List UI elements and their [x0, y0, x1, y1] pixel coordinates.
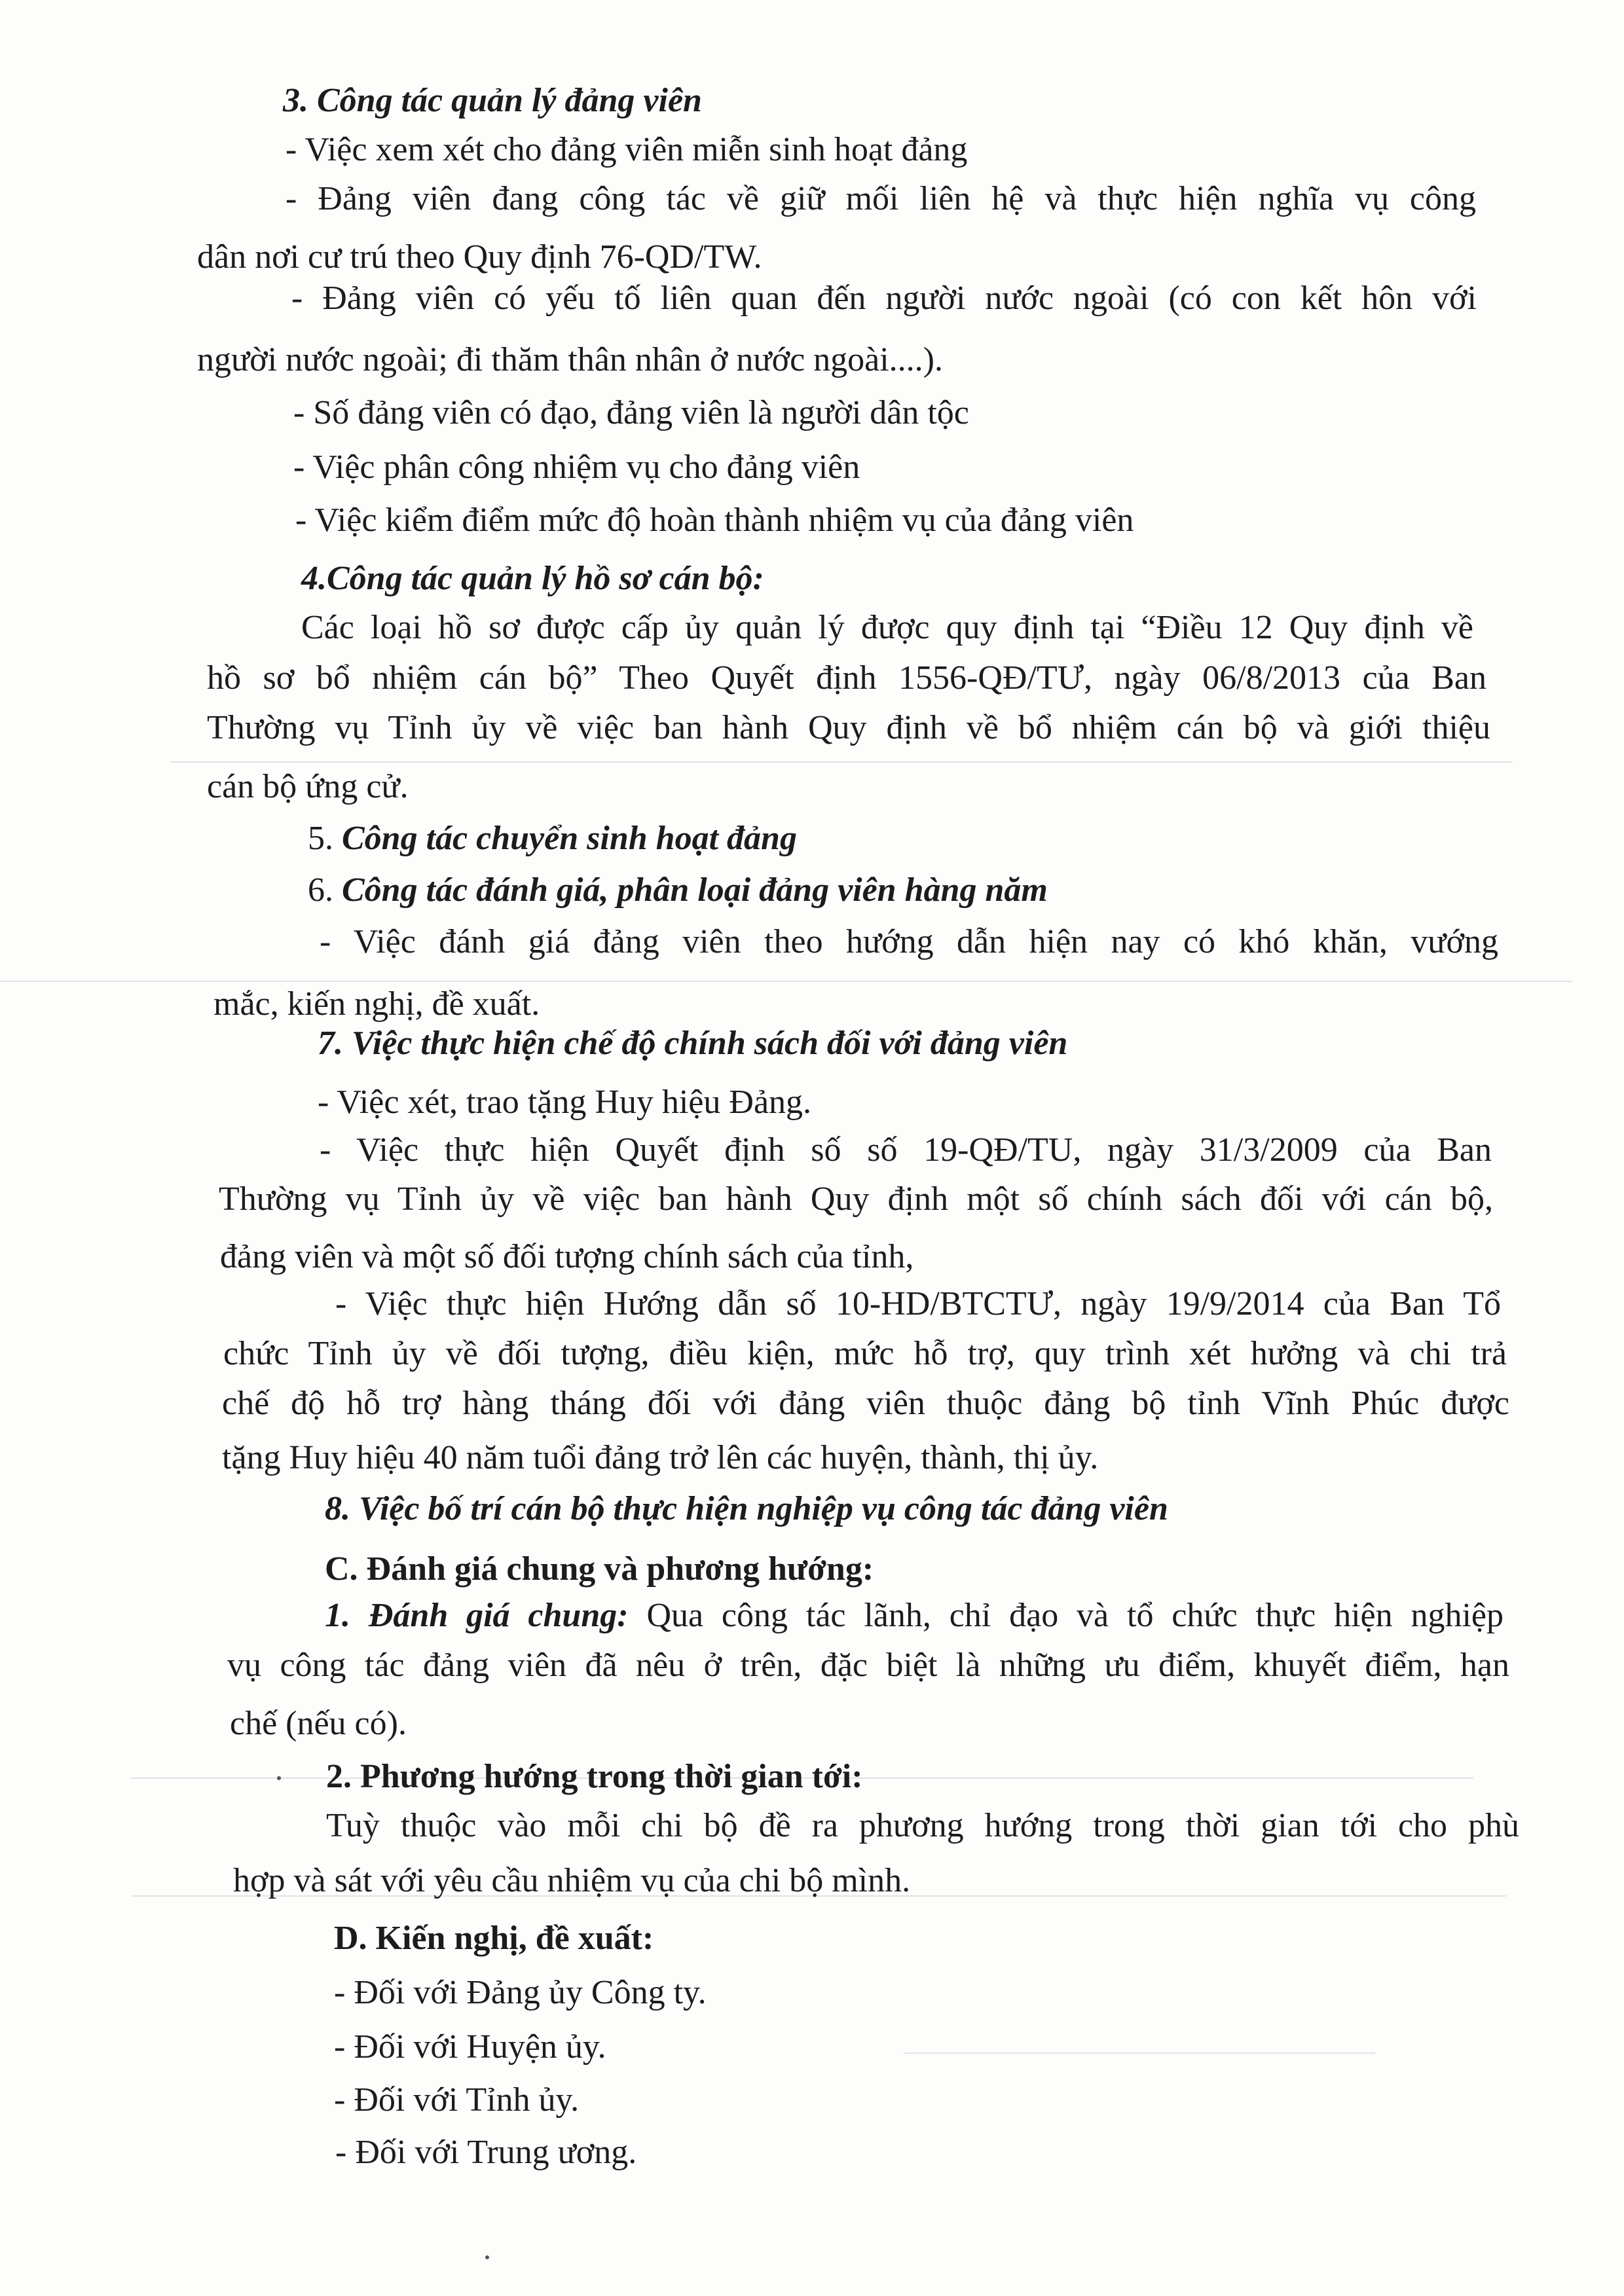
section-c-subheading-1: 1. Đánh giá chung:: [325, 1597, 629, 1634]
section-7-line: - Việc xét, trao tặng Huy hiệu Đảng.: [318, 1084, 812, 1121]
section-4-heading: 4.Công tác quản lý hồ sơ cán bộ:: [301, 560, 764, 597]
section-7-line: đảng viên và một số đối tượng chính sách của tỉnh,: [220, 1238, 914, 1275]
scan-speck: [485, 2255, 489, 2259]
section-6-line: - Việc đánh giá đảng viên theo hướng dẫn hiện nay có khó khăn, vướng: [320, 923, 1498, 960]
section-8-heading: 8. Việc bố trí cán bộ thực hiện nghiệp vụ công tác đảng viên: [325, 1490, 1168, 1527]
scan-line: [0, 981, 1572, 982]
list-item: - Đối với Đảng ủy Công ty.: [334, 1974, 707, 2011]
section-3-line: - Số đảng viên có đạo, đảng viên là người dân tộc: [293, 394, 969, 431]
section-3-heading: 3. Công tác quản lý đảng viên: [283, 82, 702, 119]
scan-line: [904, 2052, 1375, 2054]
section-3-line: - Việc phân công nhiệm vụ cho đảng viên: [293, 448, 860, 486]
list-item: - Đối với Huyện ủy.: [334, 2028, 606, 2066]
section-c-subheading-2: 2. Phương hướng trong thời gian tới:: [326, 1758, 863, 1795]
section-6-line: mắc, kiến nghị, đề xuất.: [213, 985, 540, 1023]
section-6-title: Công tác đánh giá, phân loại đảng viên hàng năm: [342, 871, 1048, 909]
section-c-line: Tuỳ thuộc vào mỗi chi bộ đề ra phương hướng trong thời gian tới cho phù: [326, 1807, 1519, 1844]
section-7-line: - Việc thực hiện Quyết định số số 19-QĐ/TU, ngày 31/3/2009 của Ban: [320, 1131, 1492, 1169]
section-7-line: - Việc thực hiện Hướng dẫn số 10-HD/BTCTƯ, ngày 19/9/2014 của Ban Tổ: [335, 1285, 1501, 1322]
section-4-paragraph-line: Thường vụ Tỉnh ủy về việc ban hành Quy định về bổ nhiệm cán bộ và giới thiệu: [207, 709, 1490, 746]
scan-line: [170, 761, 1513, 763]
section-c-heading: C. Đánh giá chung và phương hướng:: [325, 1550, 874, 1588]
section-3-line: - Đảng viên đang công tác về giữ mối liên hệ và thực hiện nghĩa vụ công: [286, 180, 1476, 217]
section-c-line: [325, 1599, 1504, 1633]
section-7-line: tặng Huy hiệu 40 năm tuổi đảng trở lên các huyện, thành, thị ủy.: [222, 1439, 1099, 1476]
section-3-line: - Việc xem xét cho đảng viên miễn sinh hoạt đảng: [286, 131, 968, 168]
section-d-heading: D. Kiến nghị, đề xuất:: [334, 1920, 654, 1957]
section-7-line: chế độ hỗ trợ hàng tháng đối với đảng viên thuộc đảng bộ tỉnh Vĩnh Phúc được: [222, 1385, 1509, 1422]
scan-speck: [277, 1776, 281, 1780]
section-7-heading: 7. Việc thực hiện chế độ chính sách đối với đảng viên: [318, 1025, 1068, 1062]
section-3-line: - Việc kiểm điểm mức độ hoàn thành nhiệm vụ của đảng viên: [295, 501, 1134, 539]
section-4-paragraph-line: Các loại hồ sơ được cấp ủy quản lý được quy định tại “Điều 12 Quy định về: [301, 609, 1473, 646]
list-item: - Đối với Trung ương.: [335, 2134, 637, 2171]
section-c-line: vụ công tác đảng viên đã nêu ở trên, đặc biệt là những ưu điểm, khuyết điểm, hạn: [227, 1647, 1509, 1684]
section-5-heading: [308, 822, 797, 856]
section-3-line: người nước ngoài; đi thăm thân nhân ở nước ngoài....).: [197, 341, 943, 378]
section-c-text: Qua công tác lãnh, chỉ đạo và tổ chức thực hiện nghiệp: [628, 1597, 1504, 1634]
section-5-number: 5.: [308, 820, 333, 857]
section-c-line: hợp và sát với yêu cầu nhiệm vụ của chi bộ mình.: [233, 1862, 911, 1899]
section-6-heading: [308, 873, 1048, 907]
section-c-line: chế (nếu có).: [230, 1705, 407, 1742]
section-7-line: Thường vụ Tỉnh ủy về việc ban hành Quy định một số chính sách đối với cán bộ,: [219, 1180, 1493, 1218]
section-3-line: - Đảng viên có yếu tố liên quan đến người nước ngoài (có con kết hôn với: [291, 280, 1477, 317]
section-4-paragraph-line: hồ sơ bổ nhiệm cán bộ” Theo Quyết định 1556-QĐ/TƯ, ngày 06/8/2013 của Ban: [207, 659, 1486, 697]
section-7-line: chức Tỉnh ủy về đối tượng, điều kiện, mức hỗ trợ, quy trình xét hưởng và chi trả: [223, 1335, 1507, 1372]
section-5-title: Công tác chuyển sinh hoạt đảng: [342, 820, 797, 857]
section-6-number: 6.: [308, 871, 333, 909]
section-4-paragraph-line: cán bộ ứng cử.: [207, 768, 409, 805]
section-3-line: dân nơi cư trú theo Quy định 76-QD/TW.: [197, 238, 762, 276]
list-item: - Đối với Tỉnh ủy.: [334, 2081, 580, 2119]
